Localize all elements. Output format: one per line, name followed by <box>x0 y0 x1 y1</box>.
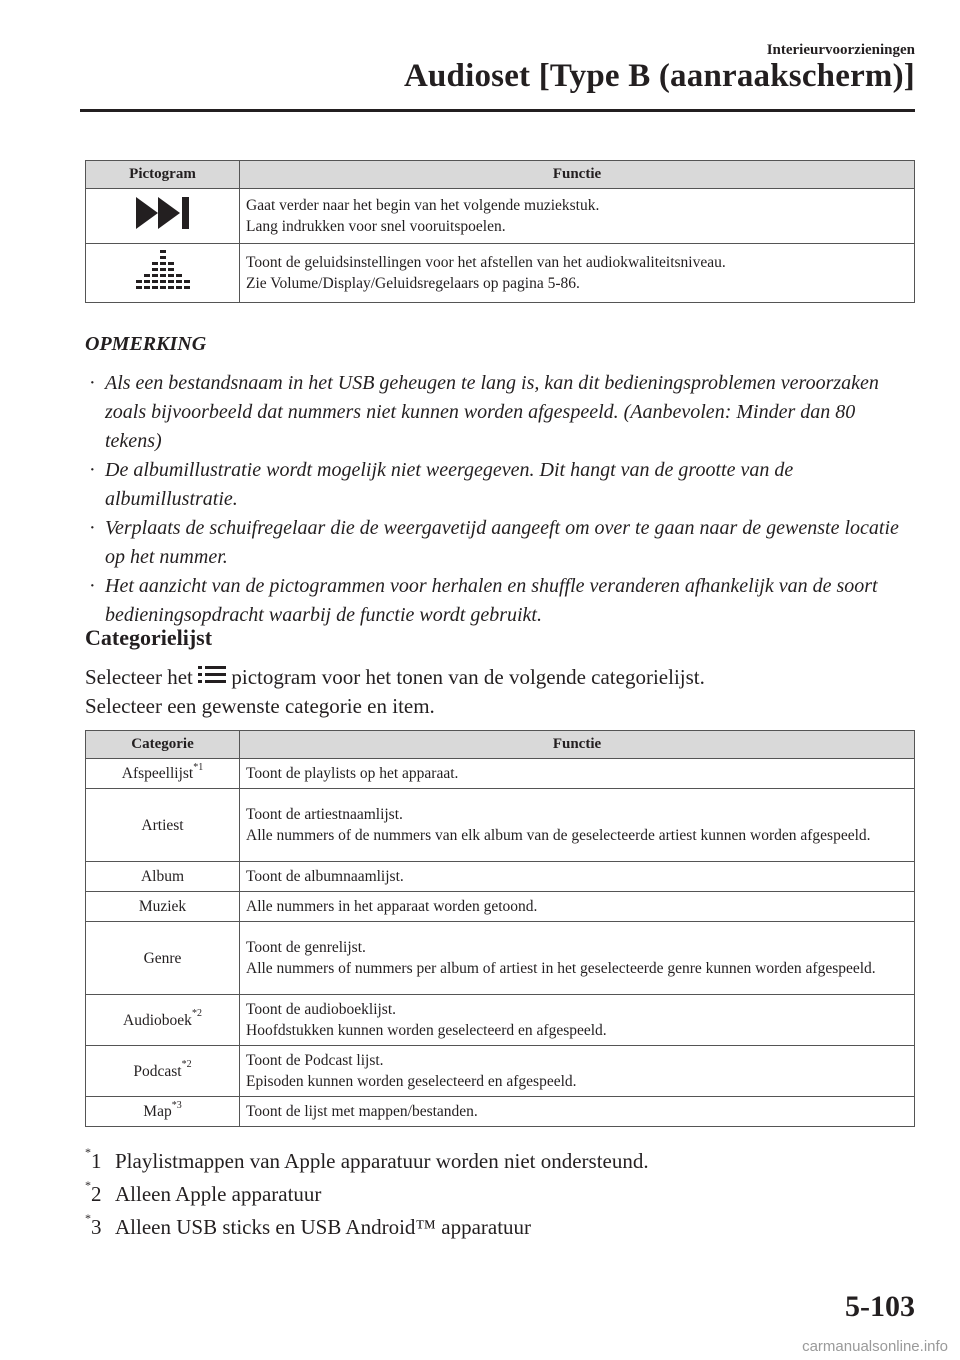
equalizer-bar <box>168 268 174 271</box>
function-line: Toont de genrelijst. <box>246 939 366 956</box>
equalizer-bar <box>168 262 174 265</box>
table-row <box>86 892 915 922</box>
table-row <box>86 189 915 244</box>
footnote-ref: *3 <box>171 1099 182 1111</box>
equalizer-bar <box>152 286 158 289</box>
equalizer-bar <box>184 286 190 289</box>
function-line: Alle nummers of de nummers van elk album van de geselecteerde artiest kunnen worden afgespeeld. <box>246 827 871 844</box>
note-text: Verplaats de schuifregelaar die de weergavetijd aangeeft om over te gaan naar de gewenste locatie op het nummer. <box>105 517 899 568</box>
list-item: · De albumillustratie wordt mogelijk niet weergegeven. Dit hangt van de grootte van de albumillustratie. <box>89 459 794 510</box>
function-cell <box>240 189 915 244</box>
equalizer-bar <box>160 250 166 253</box>
function-line: Episoden kunnen worden geselecteerd en afgespeeld. <box>246 1073 577 1090</box>
para-text: pictogram voor het tonen van de volgende categorielijst. <box>231 665 705 689</box>
function-line: Toont de lijst met mappen/bestanden. <box>246 1103 478 1120</box>
equalizer-bar <box>176 274 182 277</box>
function-cell <box>240 922 915 995</box>
function-line: Toont de albumnaamlijst. <box>246 868 404 885</box>
equalizer-bar <box>144 280 150 283</box>
note-text: Het aanzicht van de pictogrammen voor herhalen en shuffle veranderen afhankelijk van de soort bedieningsopdracht waarbij de functie wordt gebruikt. <box>105 575 878 626</box>
function-line: Toont de Podcast lijst. <box>246 1052 384 1069</box>
equalizer-icon <box>135 248 191 292</box>
list-item: · Het aanzicht van de pictogrammen voor herhalen en shuffle veranderen afhankelijk van de soort bedieningsopdracht waarbij de functie wordt gebruikt. <box>89 575 878 626</box>
equalizer-bar <box>168 286 174 289</box>
function-cell <box>240 862 915 892</box>
category-name: Audioboek <box>123 1011 192 1029</box>
footnote-ref: *2 <box>181 1059 192 1071</box>
footnote-number: 3 <box>91 1215 102 1239</box>
section-paragraph <box>85 663 925 721</box>
function-line: Alle nummers of nummers per album of artiest in het geselecteerde genre kunnen worden afgespeeld. <box>246 960 876 977</box>
category-cell <box>86 922 240 995</box>
page-title: Audioset [Type B (aanraakscherm)] <box>403 58 915 94</box>
function-line: Zie Volume/Display/Geluidsregelaars op pagina 5-86. <box>246 275 580 292</box>
category-cell <box>86 759 240 789</box>
table-row <box>86 862 915 892</box>
category-name: Muziek <box>138 898 187 915</box>
equalizer-bar <box>136 280 142 283</box>
footnote <box>85 1211 649 1244</box>
para-text: Selecteer het <box>85 665 193 689</box>
page-number: 5-103 <box>845 1290 915 1323</box>
equalizer-bar <box>168 280 174 283</box>
table-row <box>86 995 915 1046</box>
function-line: Toont de playlists op het apparaat. <box>246 765 459 782</box>
footnote <box>85 1145 649 1178</box>
category-table <box>85 730 915 1127</box>
function-cell <box>240 1046 915 1097</box>
table-row <box>86 759 915 789</box>
category-name: Map <box>143 1103 172 1120</box>
note-text: Als een bestandsnaam in het USB geheugen te lang is, kan dit bedieningsproblemen veroorzaken zoals bijvoorbeeld dat nummers niet kunnen worden afgespeeld. (Aanbevolen: Minder dan 80 tekens) <box>105 372 879 452</box>
section-title: Categorielijst <box>85 625 213 650</box>
equalizer-bar <box>160 280 166 283</box>
footnote-ref: *1 <box>193 761 204 773</box>
footnote-text: Alleen USB sticks en USB Android™ apparatuur <box>115 1215 532 1239</box>
equalizer-bar <box>160 286 166 289</box>
category-cell <box>86 1046 240 1097</box>
list-item: · Als een bestandsnaam in het USB geheugen te lang is, kan dit bedieningsproblemen veroorzaken zoals bijvoorbeeld dat nummers niet kunnen worden afgespeeld. (Aanbevolen: Minder dan 80 tekens) <box>89 372 879 452</box>
function-line: Gaat verder naar het begin van het volgende muziekstuk. <box>246 197 600 214</box>
header-rule <box>80 109 915 112</box>
footnotes <box>85 1145 649 1244</box>
function-cell <box>240 892 915 922</box>
note-list <box>85 369 915 630</box>
equalizer-bar <box>152 274 158 277</box>
table-row <box>86 1097 915 1127</box>
function-line: Toont de artiestnaamlijst. <box>246 806 403 823</box>
equalizer-bar <box>160 256 166 259</box>
function-cell <box>240 244 915 303</box>
pictogram-cell <box>86 244 240 303</box>
note-title: OPMERKING <box>85 333 207 355</box>
equalizer-bar <box>176 286 182 289</box>
footnote-text: Playlistmappen van Apple apparatuur worden niet ondersteund. <box>115 1149 649 1173</box>
pictogram-table <box>85 160 915 303</box>
table-row <box>86 789 915 862</box>
para-text: Selecteer een gewenste categorie en item. <box>85 694 435 718</box>
equalizer-bar <box>136 286 142 289</box>
footnote-mark: * <box>85 1178 91 1192</box>
list-icon <box>198 665 226 685</box>
function-line: Toont de audioboeklijst. <box>246 1001 397 1018</box>
footnote-text: Alleen Apple apparatuur <box>115 1182 322 1206</box>
category-name: Genre <box>143 949 182 967</box>
function-line: Toont de geluidsinstellingen voor het afstellen van het audiokwaliteitsniveau. <box>246 254 726 271</box>
table-row <box>86 922 915 995</box>
category-name: Album <box>140 868 185 885</box>
function-line: Lang indrukken voor snel vooruitspoelen. <box>246 218 506 235</box>
section-label: Interieurvoorzieningen <box>766 42 915 58</box>
function-cell <box>240 759 915 789</box>
equalizer-bar <box>160 262 166 265</box>
footnote-mark: * <box>85 1145 91 1159</box>
table-header-functie: Functie <box>240 161 915 189</box>
category-cell <box>86 789 240 862</box>
note-text: De albumillustratie wordt mogelijk niet weergegeven. Dit hangt van de grootte van de albumillustratie. <box>105 459 794 510</box>
category-cell <box>86 1097 240 1127</box>
equalizer-bar <box>168 274 174 277</box>
category-name: Artiest <box>141 816 184 834</box>
footnote-number: 1 <box>91 1149 102 1173</box>
watermark: carmanualsonline.info <box>802 1338 948 1355</box>
table-header-functie: Functie <box>240 731 915 759</box>
pictogram-cell <box>86 189 240 244</box>
table-header-pictogram: Pictogram <box>86 161 240 189</box>
list-item: · Verplaats de schuifregelaar die de weergavetijd aangeeft om over te gaan naar de gewenste locatie op het nummer. <box>89 517 899 568</box>
footnote <box>85 1178 649 1211</box>
function-cell <box>240 1097 915 1127</box>
equalizer-bar <box>144 286 150 289</box>
equalizer-bar <box>152 268 158 271</box>
category-cell <box>86 995 240 1046</box>
equalizer-bar <box>176 280 182 283</box>
category-cell <box>86 892 240 922</box>
function-cell <box>240 789 915 862</box>
function-cell <box>240 995 915 1046</box>
category-name: Podcast <box>133 1062 182 1080</box>
table-row <box>86 1046 915 1097</box>
function-line: Alle nummers in het apparaat worden getoond. <box>246 898 538 915</box>
function-line: Hoofdstukken kunnen worden geselecteerd en afgespeeld. <box>246 1022 607 1039</box>
equalizer-bar <box>160 268 166 271</box>
equalizer-bar <box>144 274 150 277</box>
equalizer-bar <box>152 280 158 283</box>
category-name: Afspeellijst <box>121 765 194 782</box>
footnote-mark: * <box>85 1211 91 1225</box>
equalizer-bar <box>160 274 166 277</box>
table-header-categorie: Categorie <box>86 731 240 759</box>
footnote-ref: *2 <box>191 1008 202 1020</box>
table-row <box>86 244 915 303</box>
footnote-number: 2 <box>91 1182 102 1206</box>
equalizer-bar <box>184 280 190 283</box>
equalizer-bar <box>152 262 158 265</box>
category-cell <box>86 862 240 892</box>
skip-next-icon <box>134 196 192 230</box>
